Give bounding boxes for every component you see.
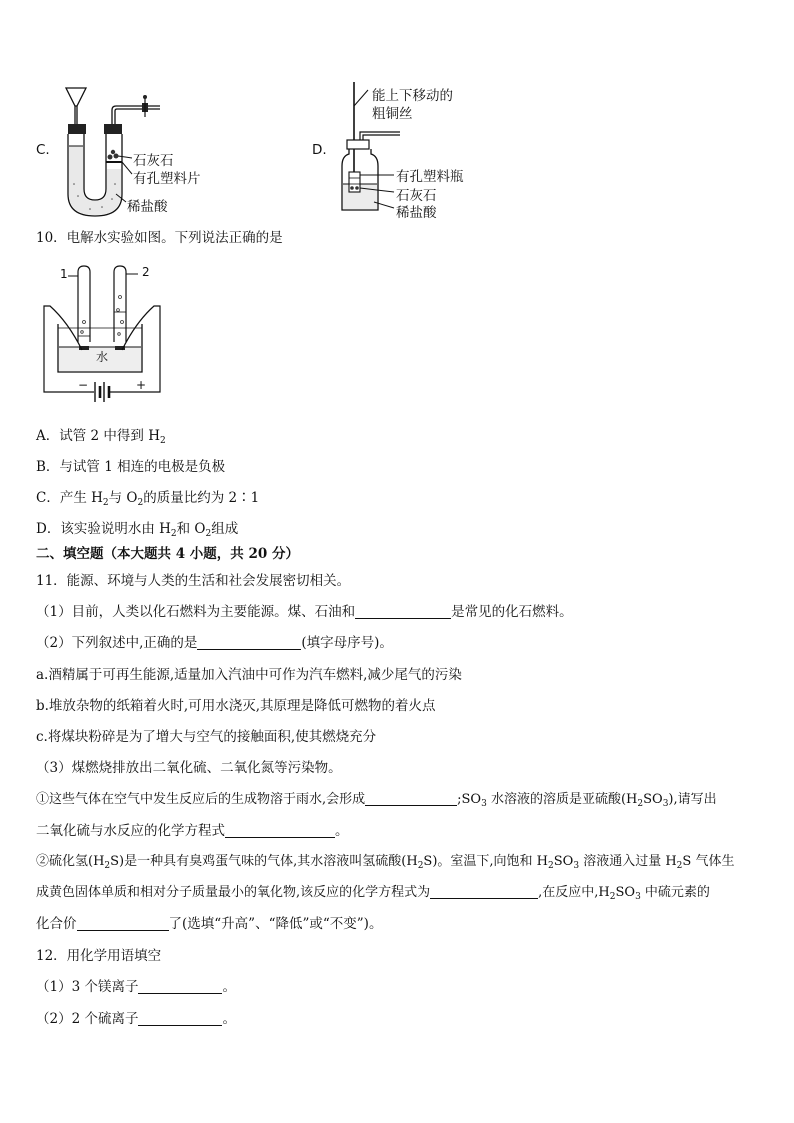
copper-wire-label-line1: 能上下移动的 [372,88,453,104]
hydrochloric-acid-label-d: 稀盐酸 [396,205,437,221]
tube-2-label: 2 [142,265,150,279]
q12-part-2: （2）2 个硫离子 。 [36,1011,236,1027]
copper-wire-label-line2: 粗铜丝 [372,106,413,122]
positive-terminal-label: + [136,378,147,392]
perforated-bottle-label: 有孔塑料瓶 [396,169,464,185]
q10-option-b[interactable]: B．与试管 1 相连的电极是负极 [36,459,226,475]
option-c-label: C. [36,142,50,158]
q11-item-1-line2: 二氧化硫与水反应的化学方程式 。 [36,823,349,839]
answer-blank[interactable] [197,635,301,650]
tube-1-label: 1 [60,267,68,281]
q11-choice-a: a.酒精属于可再生能源,适量加入汽油中可作为汽车燃料,减少尾气的污染 [36,667,462,683]
answer-blank[interactable] [365,791,457,806]
answer-blank[interactable] [138,1011,222,1026]
hydrochloric-acid-label-c: 稀盐酸 [127,199,168,215]
limestone-label-d: 石灰石 [396,188,437,204]
water-label: 水 [96,350,109,364]
question-12-stem: 12．用化学用语填空 [36,948,162,964]
q10-option-a[interactable]: A．试管 2 中得到 $H_2$ [36,428,166,446]
answer-blank[interactable] [430,884,538,899]
electrolysis-figure [38,262,168,412]
q11-item-1-line1: ①这些气体在空气中发生反应后的生成物溶于雨水,会形成 $;SO_3$ 水溶液的溶质是亚硫酸$(H_2SO_3)$,请写出 [36,792,717,809]
q11-item-2-line3: 化合价 了(选填“升高”、“降低”或“不变”)。 [36,916,383,932]
question-10-stem: 10．电解水实验如图。下列说法正确的是 [36,230,283,246]
answer-blank[interactable] [225,823,335,838]
q11-item-2-line1: ②硫化氢$(H_2S)$是一种具有臭鸡蛋气味的气体,其水溶液叫氢硫酸$(H_2S)$。室温下,向饱和 $H_2SO_3$ 溶液通入过量 $H_2S$ 气体生 [36,854,735,871]
plastic-sheet-label: 有孔塑料片 [133,171,201,187]
q11-part-2: （2）下列叙述中,正确的是 (填字母序号)。 [36,635,393,651]
q10-option-d[interactable]: D．该实验说明水由 $H_2$和 $O_2$组成 [36,521,239,539]
q11-choice-c: c.将煤块粉碎是为了增大与空气的接触面积,使其燃烧充分 [36,729,377,745]
section-heading: 二、填空题（本大题共 4 小题，共 20 分） [36,546,299,562]
q11-part-1: （1）目前，人类以化石燃料为主要能源。煤、石油和 是常见的化石燃料。 [36,604,573,620]
option-d-label: D. [312,142,327,158]
q11-choice-b: b.堆放杂物的纸箱着火时,可用水浇灭,其原理是降低可燃物的着火点 [36,698,436,714]
question-11-stem: 11．能源、环境与人类的生活和社会发展密切相关。 [36,573,351,589]
answer-blank[interactable] [77,916,169,931]
q10-option-c[interactable]: C．产生 $H_2$与 $O_2$的质量比约为 2∶1 [36,490,260,508]
answer-blank[interactable] [355,604,451,619]
negative-terminal-label: − [78,378,89,392]
limestone-label-c: 石灰石 [133,153,174,169]
answer-blank[interactable] [138,979,222,994]
q12-part-1: （1）3 个镁离子 。 [36,979,236,995]
q11-item-2-line2: 成黄色固体单质和相对分子质量最小的氧化物,该反应的化学方程式为 ,在反应中$,H_2SO_3$ 中硫元素的 [36,885,710,902]
q11-part-3: （3）煤燃烧排放出二氧化硫、二氧化氮等污染物。 [36,760,342,776]
